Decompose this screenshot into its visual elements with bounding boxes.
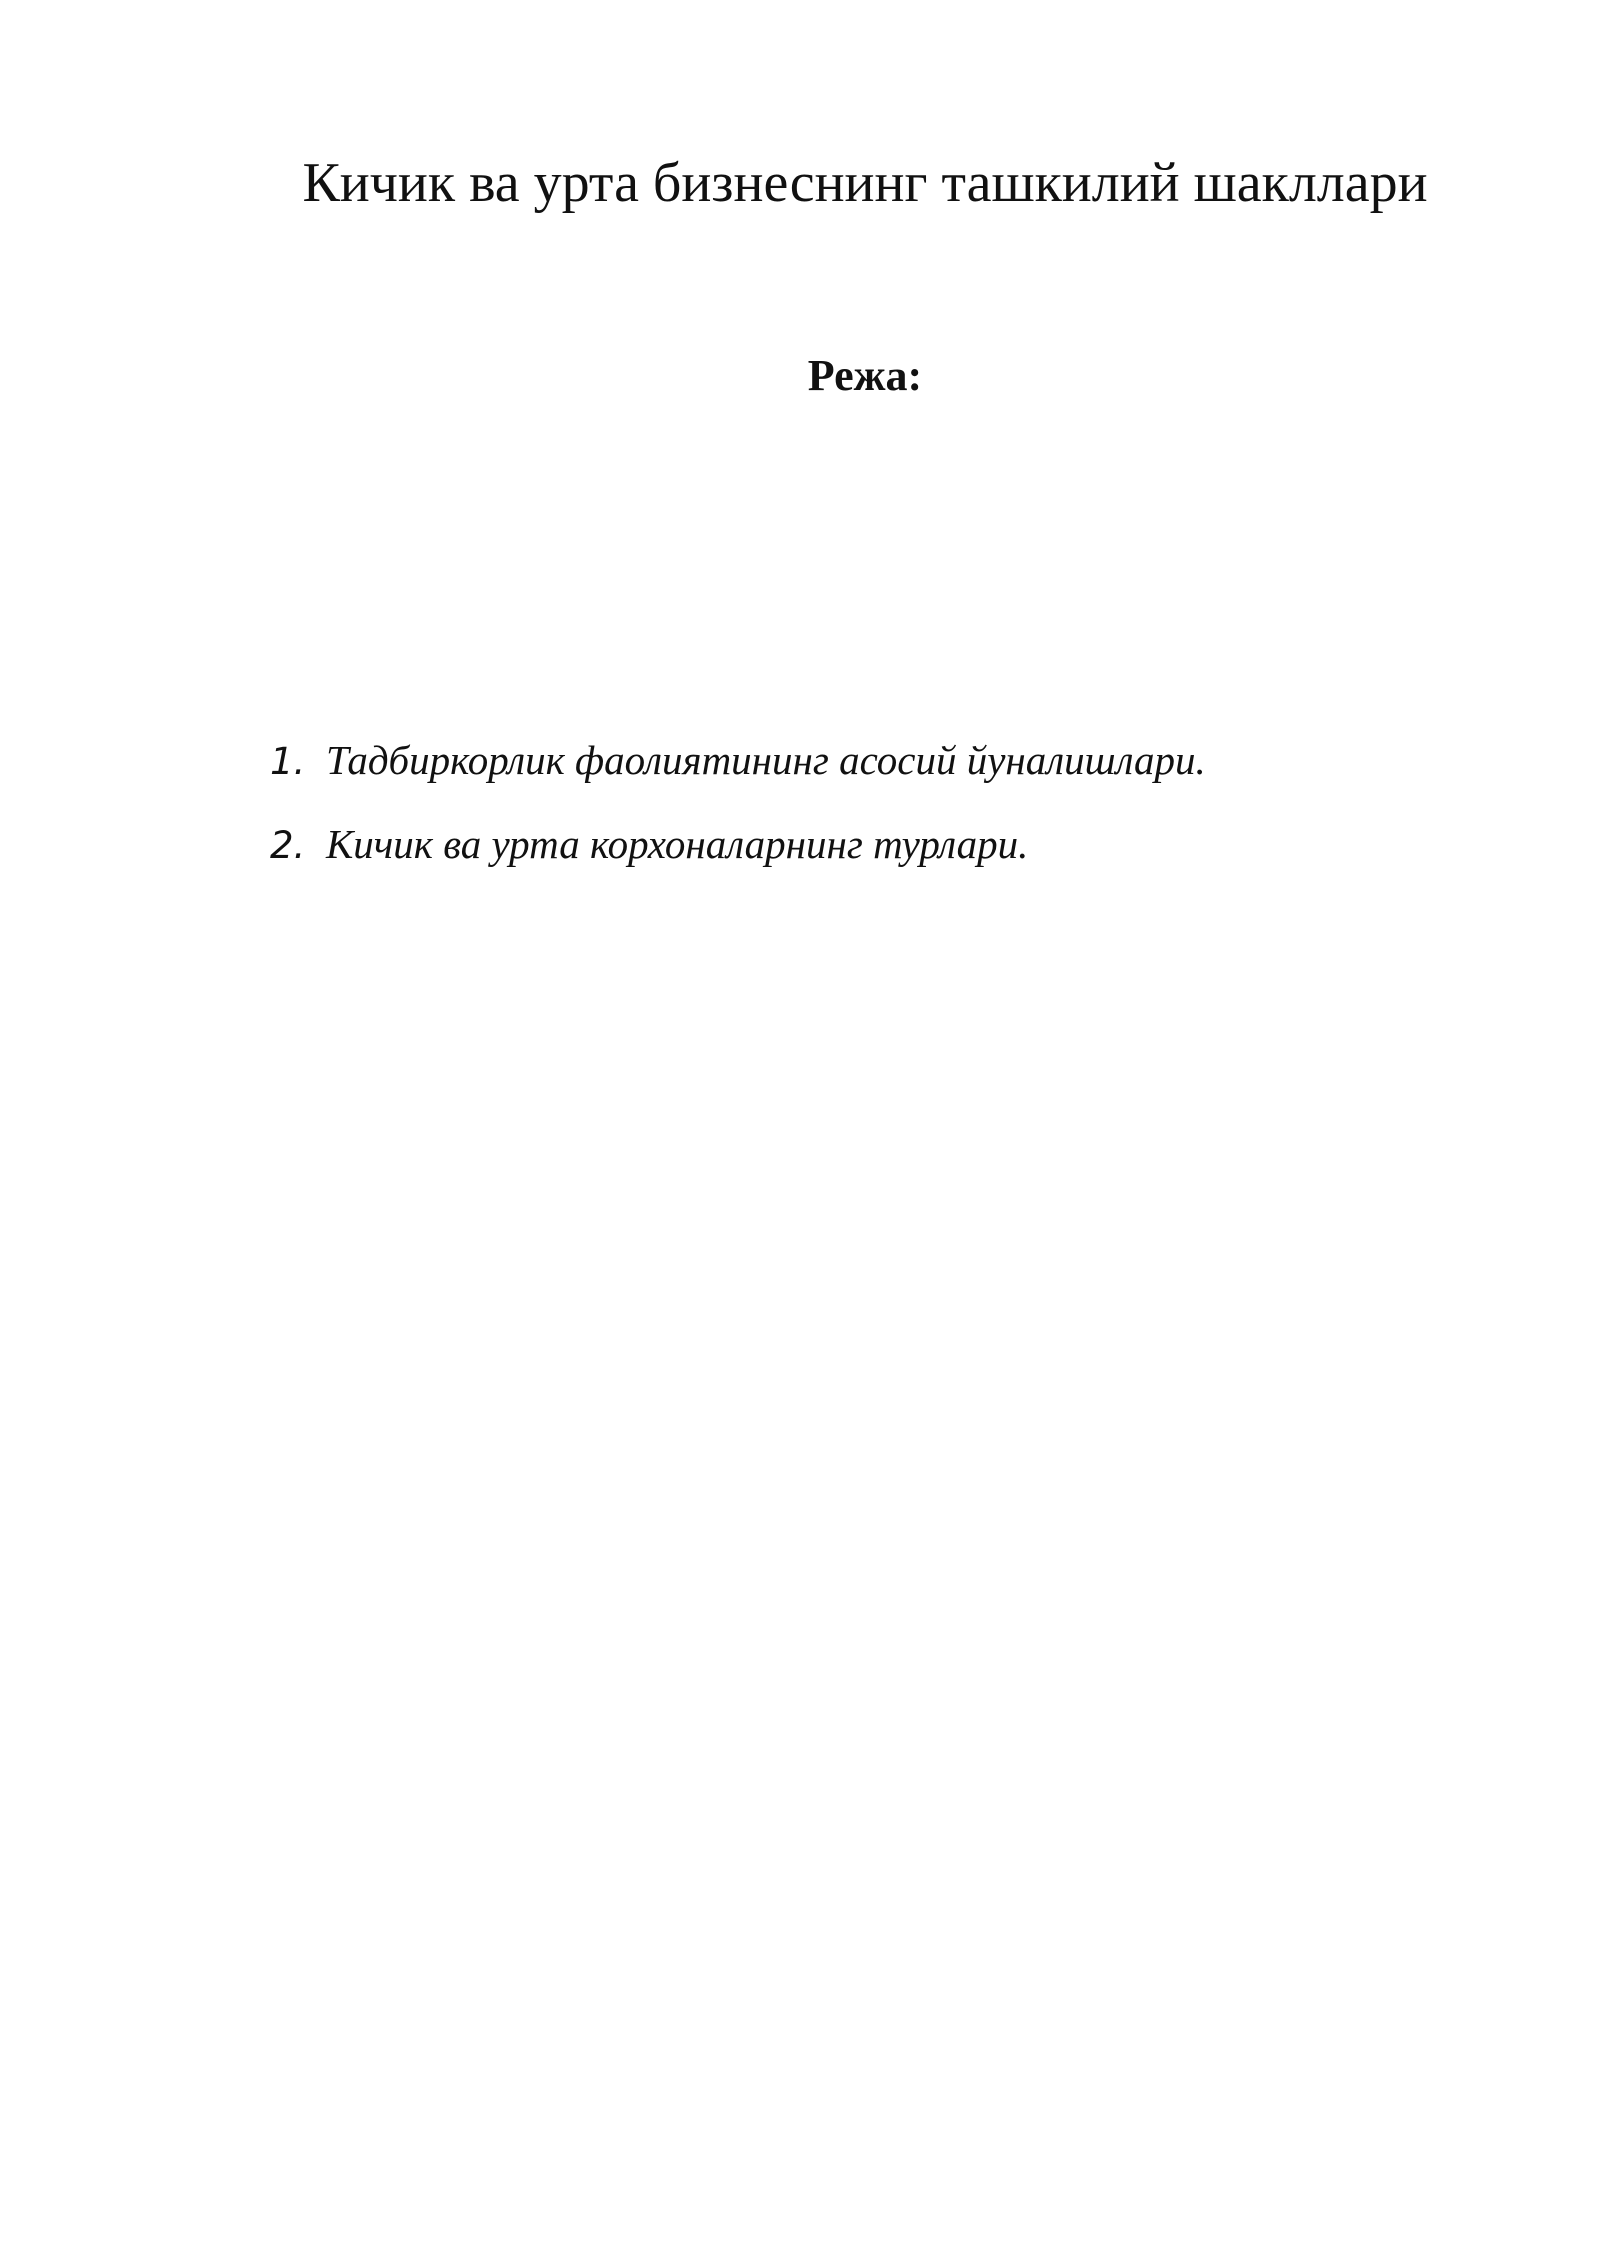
plan-item-text: Кичик ва урта корхоналарнинг турлари. bbox=[326, 821, 1029, 867]
plan-item-number: 2. bbox=[270, 824, 306, 867]
plan-item-1 bbox=[270, 736, 1470, 820]
plan-item-number: 1. bbox=[270, 740, 306, 783]
plan-heading: Режа: bbox=[807, 351, 923, 400]
plan-item-text: Тадбиркорлик фаолиятининг асосий йуналишлари. bbox=[326, 737, 1206, 783]
document-title: Кичик ва урта бизнеснинг ташкилий шакллари bbox=[302, 152, 1428, 214]
plan-item-2 bbox=[270, 820, 1470, 904]
plan-list bbox=[270, 736, 1470, 904]
